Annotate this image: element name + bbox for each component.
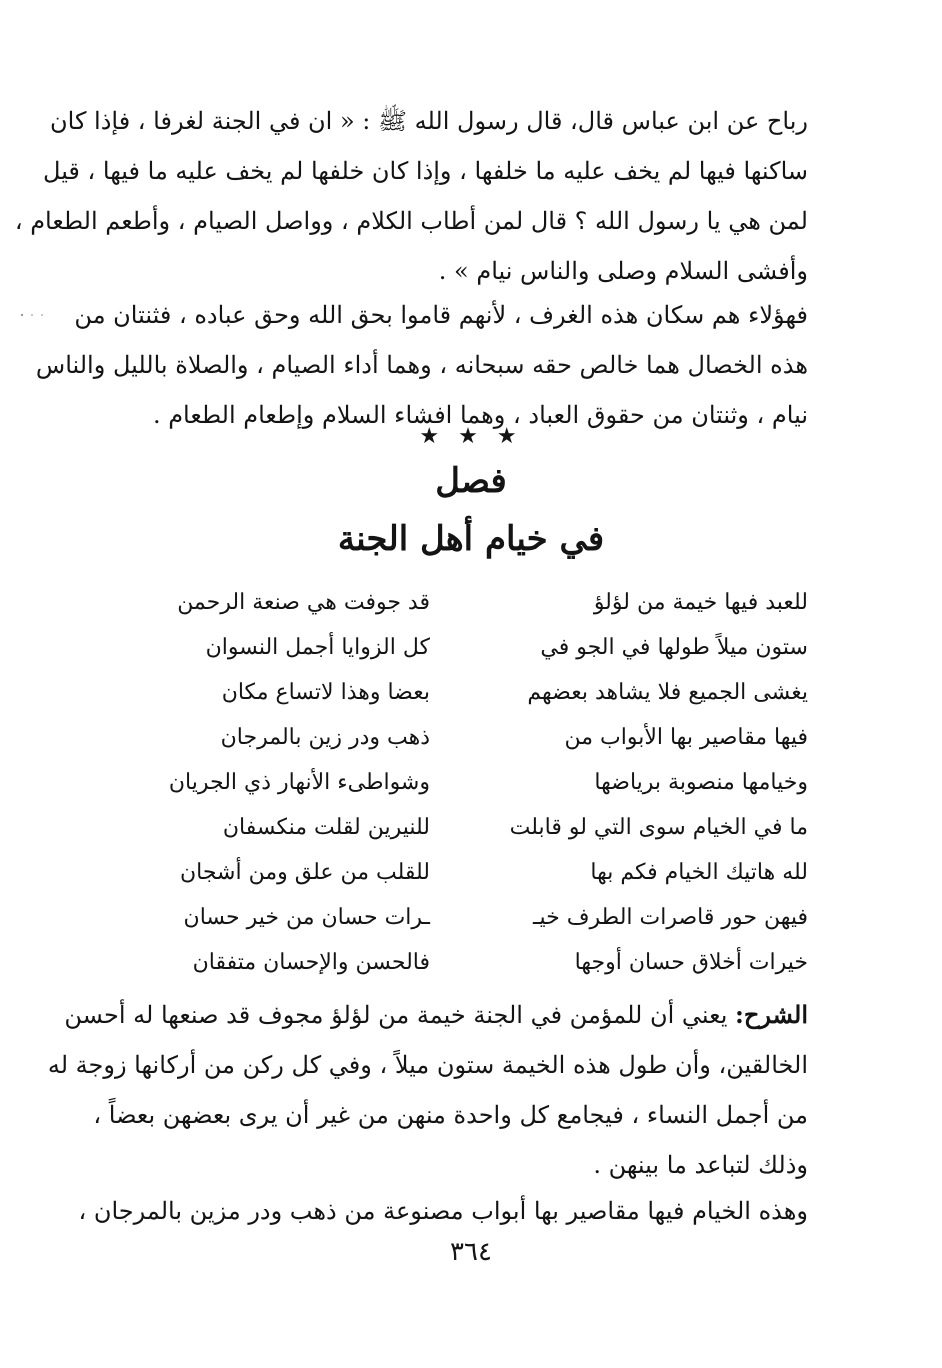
explanation-term: الشرح:	[735, 1000, 808, 1029]
paragraph-line: لمن هي يا رسول الله ؟ قال لمن أطاب الكلام ، وواصل الصيام ، وأطعم الطعام ،	[14, 207, 808, 235]
poem-verse	[100, 580, 808, 626]
verse-second-hemistich: ـرات حسان من خير حسان	[183, 905, 430, 930]
explanation-first-line: يعني أن للمؤمن في الجنة خيمة من لؤلؤ مجوف قد صنعها له أحسن	[64, 1001, 736, 1029]
verse-second-hemistich: قد جوفت هي صنعة الرحمن	[177, 590, 430, 615]
paragraph-commentary	[35, 290, 808, 440]
verse-first-hemistich: ستون ميلاً طولها في الجو في	[540, 635, 808, 660]
verse-first-hemistich: للعبد فيها خيمة من لؤلؤ	[593, 590, 808, 615]
verse-first-hemistich: وخيامها منصوبة برياضها	[594, 770, 808, 795]
paragraph-line: فهؤلاء هم سكان هذه الغرف ، لأنهم قاموا بحق الله وحق عباده ، فثنتان من	[74, 301, 808, 329]
section-heading: فصل	[435, 461, 507, 501]
section-subheading: في خيام أهل الجنة	[337, 519, 605, 559]
poem-verse	[100, 760, 808, 806]
paragraph-hadith	[14, 96, 808, 296]
verse-second-hemistich: ذهب ودر زين بالمرجان	[220, 725, 430, 750]
scan-speck-marks	[18, 310, 58, 320]
verse-second-hemistich: للقلب من علق ومن أشجان	[179, 860, 430, 885]
poem-verse	[100, 670, 808, 716]
section-separator-stars: ★ ★ ★	[419, 424, 523, 449]
paragraph-line: الخالقين، وأن طول هذه الخيمة ستون ميلاً ، وفي كل ركن من أركانها زوجة له	[47, 1051, 808, 1079]
paragraph-line: هذه الخصال هما خالص حقه سبحانه ، وهما أداء الصيام ، والصلاة بالليل والناس	[35, 351, 808, 379]
poem-verse	[100, 895, 808, 941]
paragraph-line: نيام ، وثنتان من حقوق العباد ، وهما افشاء السلام وإطعام الطعام .	[152, 401, 808, 429]
poem-verse	[100, 625, 808, 671]
paragraph-line: وذلك لتباعد ما بينهن .	[593, 1151, 808, 1179]
poem-verse	[100, 805, 808, 851]
poem-verse	[100, 715, 808, 761]
verse-second-hemistich: فالحسن والإحسان متفقان	[192, 950, 430, 975]
paragraph-line: من أجمل النساء ، فيجامع كل واحدة منهن من غير أن يرى بعضهن بعضاً ،	[93, 1101, 808, 1129]
paragraph-closing	[78, 1186, 808, 1236]
verse-first-hemistich: فيها مقاصير بها الأبواب من	[564, 725, 808, 750]
verse-first-hemistich: لله هاتيك الخيام فكم بها	[590, 860, 808, 885]
verse-first-hemistich: يغشى الجميع فلا يشاهد بعضهم	[527, 680, 808, 705]
poem-verse	[100, 850, 808, 896]
paragraph-line: وهذه الخيام فيها مقاصير بها أبواب مصنوعة من ذهب ودر مزين بالمرجان ،	[78, 1197, 808, 1225]
paragraph-line	[64, 990, 808, 1040]
verse-second-hemistich: وشواطىء الأنهار ذي الجريان	[168, 770, 430, 795]
verse-first-hemistich: فيهن حور قاصرات الطرف خيـ	[533, 905, 808, 930]
paragraph-line: ساكنها فيها لم يخف عليه ما خلفها ، وإذا كان خلفها لم يخف عليه ما فيها ، قيل	[43, 157, 808, 185]
poem-verse	[100, 940, 808, 986]
verse-second-hemistich: للنيرين لقلت منكسفان	[222, 815, 430, 840]
verse-second-hemistich: كل الزوايا أجمل النسوان	[205, 635, 430, 660]
paragraph-line: رباح عن ابن عباس قال، قال رسول الله ﷺ : « ان في الجنة لغرفا ، فإذا كان	[50, 107, 808, 135]
paragraph-line: وأفشى السلام وصلى والناس نيام » .	[438, 257, 808, 285]
paragraph-explanation	[47, 990, 808, 1190]
verse-second-hemistich: بعضا وهذا لاتساع مكان	[221, 680, 430, 705]
page-number: ٣٦٤	[450, 1237, 492, 1267]
verse-first-hemistich: ما في الخيام سوى التي لو قابلت	[509, 815, 808, 840]
verse-first-hemistich: خيرات أخلاق حسان أوجها	[574, 950, 808, 975]
